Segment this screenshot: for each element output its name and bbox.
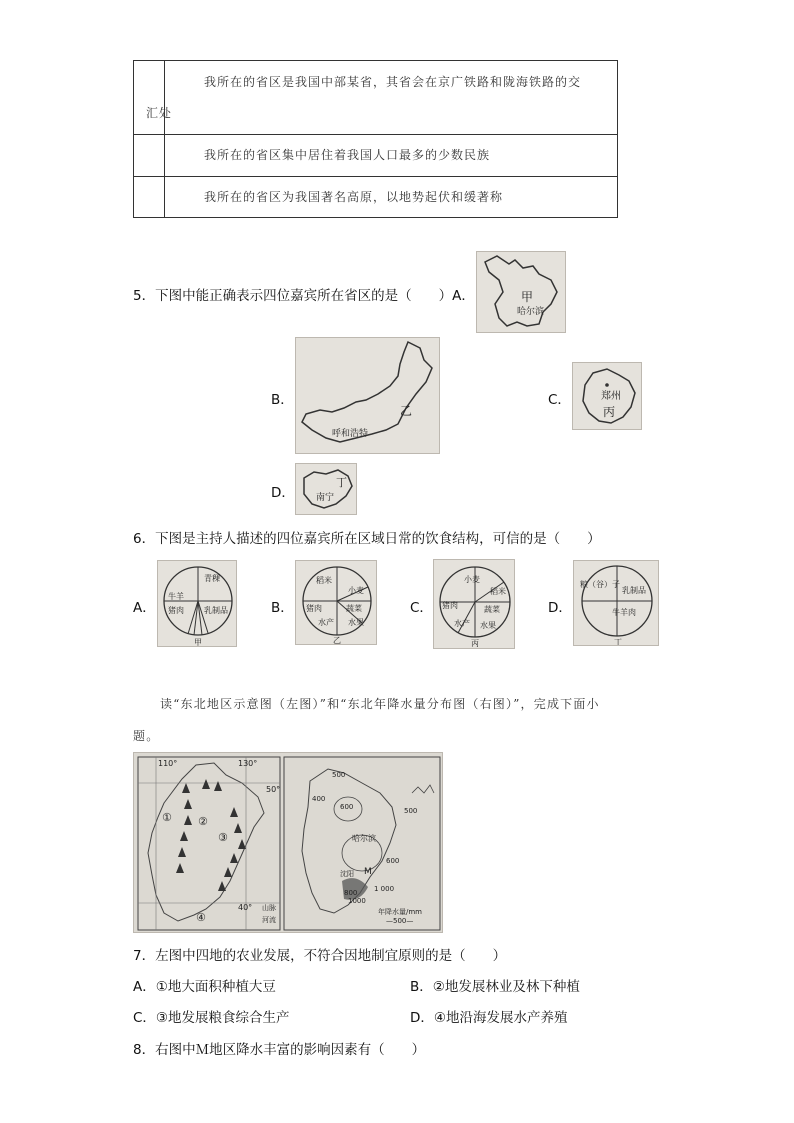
- right-map-isoline-500-b: 500: [404, 807, 418, 815]
- right-map-label-shenyang: 沈阳: [340, 870, 354, 878]
- table-row-1-line1: 我所在的省区是我国中部某省，其省会在京广铁路和陇海铁路的交: [204, 75, 582, 89]
- table-row: [134, 176, 617, 218]
- q6-option-d-label: D．: [548, 600, 572, 616]
- right-map-isoline-1000-b: 1 000: [374, 885, 395, 893]
- map-d-label-nanning: 南宁: [316, 493, 335, 503]
- left-map-label-50: 50°: [266, 785, 281, 794]
- pie-b-slice-2: 小麦: [348, 586, 364, 595]
- question-7-text: 7．左图中四地的农业发展，不符合因地制宜原则的是（ ）: [133, 948, 507, 964]
- pie-c-slice-2: 稻米: [490, 587, 506, 596]
- table-row-2-text: 我所在的省区集中居住着我国人口最多的少数民族: [204, 148, 491, 162]
- left-map-label-region-4: ④: [196, 911, 206, 924]
- map-option-b: [295, 337, 440, 454]
- pie-b-slice-1: 稻米: [316, 576, 332, 585]
- map-option-d: [295, 463, 357, 515]
- map-option-a: [476, 251, 566, 333]
- q6-option-a-label: A．: [133, 600, 156, 616]
- map-a-label-jia: 甲: [521, 290, 534, 304]
- pie-option-d: [573, 560, 659, 646]
- q7-option-d: D．④地沿海发展水产养殖: [410, 1010, 568, 1026]
- left-map-label-110: 110°: [158, 759, 178, 768]
- right-map-isoline-1000: 1000: [348, 897, 366, 905]
- pie-option-c: [433, 559, 515, 649]
- right-map-label-m: M: [364, 867, 372, 877]
- pie-c-slice-3: 猪肉: [442, 601, 458, 610]
- table-row-1-line2: 汇处: [146, 106, 173, 120]
- q7-option-c: C．③地发展粮食综合生产: [133, 1010, 290, 1026]
- map-c-label-bing: 丙: [603, 405, 616, 419]
- pie-d-slice-3: 牛羊肉: [612, 608, 636, 617]
- info-table: [133, 60, 618, 218]
- pie-c-slice-5: 水产: [454, 619, 470, 628]
- map-a-label-harbin: 哈尔滨: [517, 307, 545, 317]
- pie-b-slice-4: 蔬菜: [346, 604, 362, 613]
- map-b-label-yi: 乙: [400, 404, 413, 418]
- reading-instruction-line1: 读“东北地区示意图（左图）”和“东北年降水量分布图（右图）”，完成下面小: [160, 697, 600, 711]
- question-5-text: 5．下图中能正确表示四位嘉宾所在省区的是（ ）A．: [133, 288, 475, 304]
- right-map-legend-isoline: —500—: [386, 917, 414, 925]
- pie-a-slice-1: 青稞: [204, 574, 220, 583]
- q7-option-b: B．②地发展林业及林下种植: [410, 979, 580, 995]
- pie-d-caption: 丁: [614, 638, 622, 646]
- pie-c-slice-1: 小麦: [464, 575, 480, 584]
- pie-d-slice-1: 粮（谷）子: [580, 580, 620, 589]
- table-row: [134, 61, 617, 134]
- northeast-maps-image: [133, 752, 443, 933]
- map-b-label-hohhot: 呼和浩特: [332, 429, 369, 439]
- table-row: [134, 134, 617, 176]
- left-map-label-130: 130°: [238, 759, 258, 768]
- right-map-isoline-800: 800: [344, 889, 358, 897]
- left-map-label-region-1: ①: [162, 811, 172, 824]
- q6-option-b-label: B．: [271, 600, 294, 616]
- pie-option-b: [295, 560, 377, 645]
- q5-option-c-label: C．: [548, 392, 571, 408]
- left-map-legend-river: 河流: [262, 916, 276, 924]
- pie-a-slice-3: 猪肉: [168, 606, 184, 615]
- pie-b-caption: 乙: [333, 636, 341, 645]
- pie-a-slice-4: 乳制品: [204, 606, 228, 615]
- map-d-label-ding: 丁: [336, 476, 347, 489]
- left-map-label-region-2: ②: [198, 815, 208, 828]
- pie-c-slice-6: 水果: [480, 621, 496, 630]
- right-map-isoline-400: 400: [312, 795, 326, 803]
- pie-b-slice-3: 猪肉: [306, 604, 322, 613]
- right-map-isoline-500: 500: [332, 771, 346, 779]
- q5-option-d-label: D．: [271, 485, 295, 501]
- right-map-legend-title: 年降水量/mm: [378, 908, 422, 916]
- pie-b-slice-5: 水产: [318, 618, 334, 627]
- reading-instruction-line2: 题。: [133, 729, 160, 743]
- q5-option-b-label: B．: [271, 392, 294, 408]
- pie-c-caption: 丙: [471, 639, 479, 648]
- pie-a-slice-2: 牛羊: [168, 592, 184, 601]
- right-map-label-harbin: 哈尔滨: [352, 834, 376, 843]
- pie-c-slice-4: 蔬菜: [484, 605, 500, 614]
- map-c-label-zhengzhou: 郑州: [601, 391, 621, 402]
- pie-option-a: [157, 560, 237, 647]
- question-6-text: 6．下图是主持人描述的四位嘉宾所在区域日常的饮食结构，可信的是（ ）: [133, 531, 601, 547]
- left-map-legend-mountain: 山脉: [262, 904, 276, 912]
- q7-option-a: A．①地大面积种植大豆: [133, 979, 276, 995]
- pie-d-slice-2: 乳制品: [622, 586, 646, 595]
- left-map-label-40: 40°: [238, 903, 253, 912]
- right-map-isoline-600-b: 600: [386, 857, 400, 865]
- right-map-isoline-600: 600: [340, 803, 354, 811]
- map-option-c: [572, 362, 642, 430]
- table-row-3-text: 我所在的省区为我国著名高原，以地势起伏和缓著称: [204, 190, 504, 204]
- pie-a-caption: 甲: [194, 638, 202, 647]
- q6-option-c-label: C．: [410, 600, 433, 616]
- pie-b-slice-6: 水果: [348, 618, 364, 627]
- question-8-text: 8．右图中Ｍ地区降水丰富的影响因素有（ ）: [133, 1042, 426, 1058]
- left-map-label-region-3: ③: [218, 831, 228, 844]
